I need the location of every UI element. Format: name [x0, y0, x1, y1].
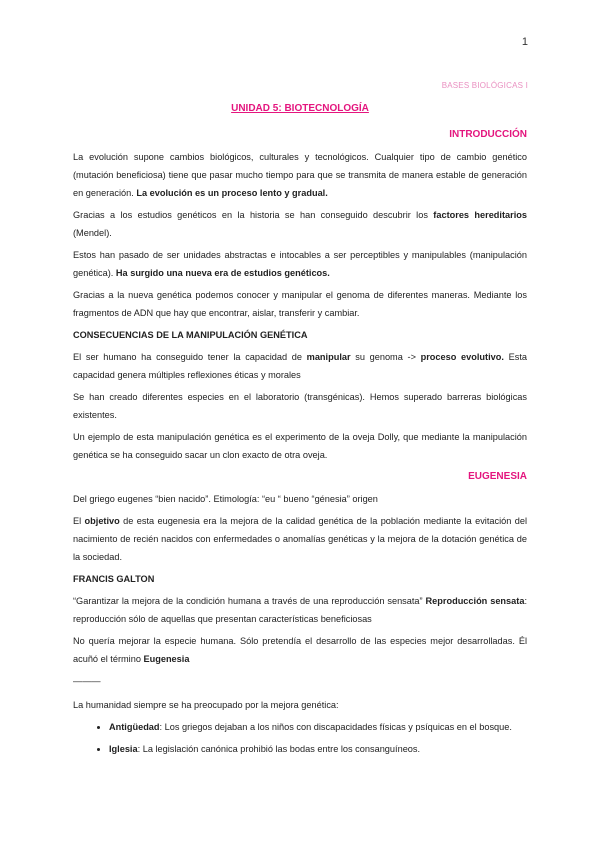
bold-text: Iglesia — [109, 744, 138, 754]
paragraph — [73, 632, 527, 668]
text: Estos han pasado de ser unidades abstractas e intocables a ser perceptibles y manipulables (manipulación genética). — [73, 250, 527, 278]
bold-text: Ha surgido una nueva era de estudios genéticos. — [115, 268, 330, 278]
text: de esta eugenesia era la mejora de la calidad genética de la población mediante la evitación del nacimiento de recién nacidos con enfermedades o anomalías genéticas y la mejora de la dotación genética de la sociedad. — [73, 516, 527, 562]
text: : reproducción sólo de aquellas que presentan características beneficiosas — [73, 596, 527, 624]
bold-text: proceso evolutivo. — [420, 352, 504, 362]
document-body — [73, 100, 527, 762]
divider: ——— — [73, 676, 101, 686]
text: El ser humano ha conseguido tener la capacidad de — [73, 352, 307, 362]
text: : Los griegos dejaban a los niños con discapacidades físicas y psíquicas en el bosque. — [159, 722, 512, 732]
subheading-galton: FRANCIS GALTON — [73, 574, 155, 584]
list-item — [109, 740, 527, 758]
text: La evolución supone cambios biológicos, culturales y tecnológicos. Cualquier tipo de cambio genético (mutación beneficiosa) tiene que pasar mucho tiempo para que se transmita de manera estable de generación en generación. — [73, 152, 527, 198]
paragraph: Del griego eugenes “bien nacido”. Etimología: “eu “ bueno “génesia” origen — [73, 494, 378, 504]
section-heading-eugenesia: EUGENESIA — [468, 471, 527, 482]
subheading-consecuencias: CONSECUENCIAS DE LA MANIPULACIÓN GENÉTICA — [73, 330, 308, 340]
text: “Garantizar la mejora de la condición humana a través de una reproducción sensata” — [73, 596, 426, 606]
text: Esta capacidad genera múltiples reflexiones éticas y morales — [73, 352, 527, 380]
document-header: BASES BIOLÓGICAS I — [441, 81, 528, 90]
paragraph — [73, 592, 527, 628]
paragraph — [73, 246, 527, 282]
text: El — [73, 516, 85, 526]
text: (Mendel). — [73, 228, 112, 238]
paragraph: Un ejemplo de esta manipulación genética es el experimento de la oveja Dolly, que mediante la manipulación genética se ha conseguido sacar un clon exacto de otra oveja. — [73, 432, 527, 460]
bold-text: Antigüedad — [109, 722, 160, 732]
paragraph: Gracias a la nueva genética podemos conocer y manipular el genoma de diferentes maneras. Mediante los fragmentos de ADN que hay que encontrar, aislar, transferir y cambiar. — [73, 290, 527, 318]
bold-text: La evolución es un proceso lento y gradual. — [136, 188, 328, 198]
unit-title: UNIDAD 5: BIOTECNOLOGÍA — [231, 103, 369, 114]
bullet-list — [73, 718, 527, 758]
text: No quería mejorar la especie humana. Sólo pretendía el desarrollo de las especies mejor desarrolladas. Él acuñó el término — [73, 636, 527, 664]
bold-text: objetivo — [84, 516, 120, 526]
list-item — [109, 718, 527, 736]
section-heading-introduccion: INTRODUCCIÓN — [449, 129, 527, 140]
paragraph — [73, 512, 527, 566]
bold-text: Eugenesia — [143, 654, 190, 664]
bold-text: manipular — [306, 352, 351, 362]
paragraph: La humanidad siempre se ha preocupado por la mejora genética: — [73, 700, 339, 710]
text: : La legislación canónica prohibió las bodas entre los consanguíneos. — [137, 744, 421, 754]
paragraph — [73, 206, 527, 242]
text: su genoma -> — [350, 352, 421, 362]
paragraph — [73, 348, 527, 384]
paragraph: Se han creado diferentes especies en el laboratorio (transgénicas). Hemos superado barreras biológicas existentes. — [73, 392, 527, 420]
paragraph — [73, 148, 527, 202]
bold-text: Reproducción sensata — [425, 596, 525, 606]
text: Gracias a los estudios genéticos en la historia se han conseguido descubrir los — [73, 210, 434, 220]
page-number: 1 — [521, 36, 528, 48]
bold-text: factores hereditarios — [433, 210, 527, 220]
